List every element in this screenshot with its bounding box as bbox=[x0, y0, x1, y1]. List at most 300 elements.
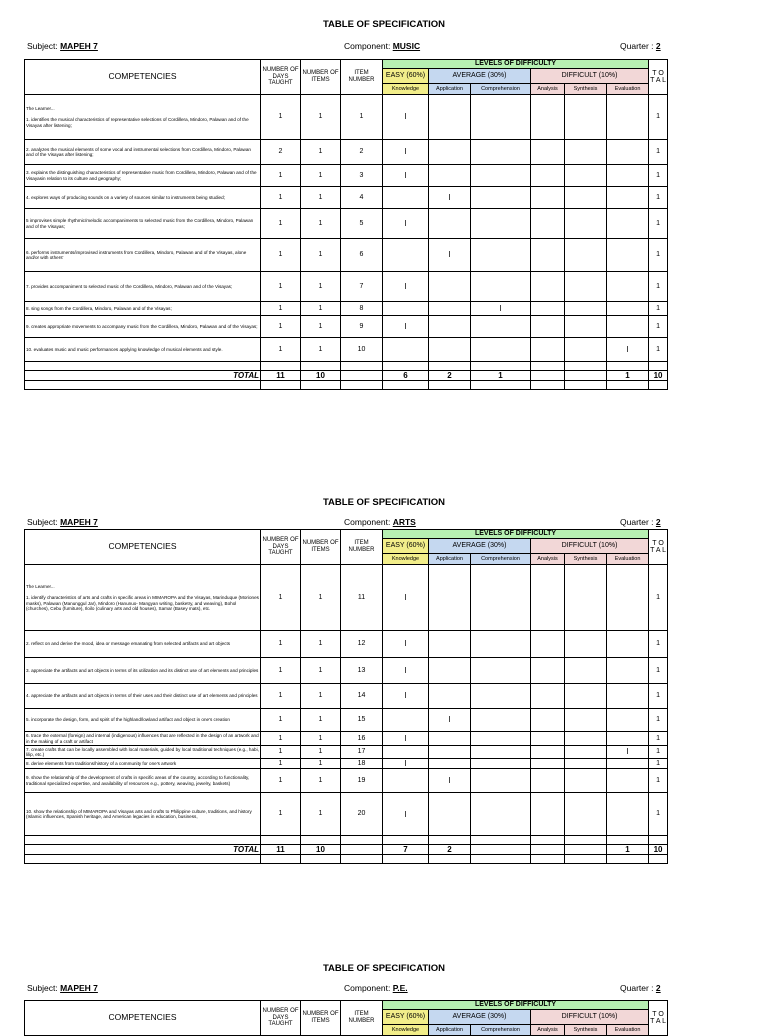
level-mark-cell bbox=[429, 631, 471, 658]
quarter-label: Quarter : bbox=[620, 41, 654, 51]
item-number-cell: 12 bbox=[341, 631, 383, 658]
days-cell: 1 bbox=[261, 239, 301, 272]
days-cell: 1 bbox=[261, 658, 301, 684]
total-app-cell: 2 bbox=[429, 845, 471, 855]
empty-cell bbox=[429, 836, 471, 845]
level-mark-cell bbox=[607, 95, 649, 140]
total-total-cell: 10 bbox=[649, 371, 668, 381]
level-mark-cell bbox=[429, 565, 471, 631]
level-mark-cell bbox=[429, 316, 471, 338]
level-mark-cell bbox=[471, 658, 531, 684]
table-row bbox=[25, 709, 668, 732]
knowledge-header: Knowledge bbox=[383, 554, 429, 565]
days-cell: 1 bbox=[261, 338, 301, 362]
level-mark-cell: I bbox=[383, 732, 429, 746]
level-mark-cell bbox=[565, 565, 607, 631]
items-cell: 1 bbox=[301, 565, 341, 631]
level-mark-cell bbox=[429, 684, 471, 709]
items-cell: 1 bbox=[301, 316, 341, 338]
competency-cell bbox=[25, 316, 261, 338]
days-cell: 1 bbox=[261, 302, 301, 316]
empty-cell bbox=[25, 381, 261, 390]
level-mark-cell bbox=[429, 746, 471, 759]
level-mark-cell: I bbox=[471, 302, 531, 316]
arts-specification-table bbox=[24, 529, 668, 864]
level-mark-cell bbox=[471, 316, 531, 338]
row-total-cell: 1 bbox=[649, 746, 668, 759]
row-total-cell: 1 bbox=[649, 338, 668, 362]
level-mark-cell: I bbox=[383, 658, 429, 684]
row-total-cell: 1 bbox=[649, 759, 668, 769]
level-mark-cell bbox=[607, 140, 649, 165]
days-cell: 1 bbox=[261, 316, 301, 338]
level-mark-cell: I bbox=[383, 209, 429, 239]
comprehension-header: Comprehension bbox=[471, 84, 531, 95]
items-count-header: NUMBER OF ITEMS bbox=[301, 1001, 341, 1036]
competency-text: 4. appreciate the artifacts and art objects in terms of their uses and their distinct use of art elements and principles bbox=[26, 693, 258, 699]
level-mark-cell bbox=[471, 239, 531, 272]
items-cell: 1 bbox=[301, 631, 341, 658]
difficult-group-header: DIFFICULT (10%) bbox=[531, 1010, 649, 1025]
items-cell: 1 bbox=[301, 684, 341, 709]
arts-quarter-line bbox=[620, 517, 661, 527]
level-mark-cell bbox=[531, 631, 565, 658]
competency-text: 9. creates appropriate movements to accompany music from the Cordillera, Mindoro, Palawan and of the Visayas; bbox=[26, 323, 258, 329]
music-specification-table bbox=[24, 59, 668, 390]
application-header: Application bbox=[429, 1025, 471, 1036]
days-cell: 2 bbox=[261, 140, 301, 165]
items-cell: 1 bbox=[301, 187, 341, 209]
level-mark-cell bbox=[531, 746, 565, 759]
days-cell: 1 bbox=[261, 746, 301, 759]
empty-cell bbox=[429, 381, 471, 390]
learner-intro: The Learner... bbox=[26, 106, 55, 112]
competency-cell bbox=[25, 95, 261, 140]
level-mark-cell bbox=[471, 746, 531, 759]
table-row bbox=[25, 187, 668, 209]
item-number-cell: 6 bbox=[341, 239, 383, 272]
subject-label: Subject: bbox=[27, 983, 58, 993]
empty-cell bbox=[383, 836, 429, 845]
level-mark-cell bbox=[471, 631, 531, 658]
item-number-cell: 2 bbox=[341, 140, 383, 165]
level-mark-cell: I bbox=[607, 338, 649, 362]
level-mark-cell bbox=[565, 769, 607, 793]
days-cell: 1 bbox=[261, 565, 301, 631]
days-cell: 1 bbox=[261, 793, 301, 836]
competency-cell bbox=[25, 631, 261, 658]
competency-text: 8. sing songs from the Cordillera, Mindoro, Palawan and of the Visayas; bbox=[26, 305, 172, 311]
level-mark-cell bbox=[531, 732, 565, 746]
table-row bbox=[25, 793, 668, 836]
table-row bbox=[25, 140, 668, 165]
level-mark-cell bbox=[429, 759, 471, 769]
pe-subject-line bbox=[27, 983, 98, 993]
competency-cell bbox=[25, 565, 261, 631]
pe-quarter-line bbox=[620, 983, 661, 993]
competency-cell bbox=[25, 709, 261, 732]
component-label: Component: bbox=[344, 41, 391, 51]
level-mark-cell bbox=[383, 239, 429, 272]
items-cell: 1 bbox=[301, 746, 341, 759]
level-mark-cell: I bbox=[383, 684, 429, 709]
spacer-row bbox=[25, 381, 668, 390]
level-mark-cell bbox=[531, 759, 565, 769]
competency-text: 8. derive elements from traditions/history of a community for one's artwork bbox=[26, 761, 177, 766]
total-k-cell: 6 bbox=[383, 371, 429, 381]
days-cell: 1 bbox=[261, 684, 301, 709]
item-number-cell: 4 bbox=[341, 187, 383, 209]
component-value: P.E. bbox=[392, 983, 408, 993]
item-number-cell: 1 bbox=[341, 95, 383, 140]
row-total-cell: 1 bbox=[649, 140, 668, 165]
level-mark-cell bbox=[471, 793, 531, 836]
table-row bbox=[25, 239, 668, 272]
level-mark-cell bbox=[383, 338, 429, 362]
music-component-line bbox=[344, 41, 420, 51]
level-mark-cell bbox=[383, 302, 429, 316]
level-mark-cell bbox=[383, 709, 429, 732]
arts-component-line bbox=[344, 517, 416, 527]
competency-text: 7. create crafts that can be locally assembled with local materials, guided by local traditional techniques (e.g., habi, lilip, etc.) bbox=[26, 746, 259, 758]
total-column-header: T O T A L bbox=[649, 1001, 668, 1036]
empty-cell bbox=[607, 381, 649, 390]
level-mark-cell: I bbox=[429, 239, 471, 272]
spacer-row bbox=[25, 836, 668, 845]
empty-cell bbox=[341, 362, 383, 371]
row-total-cell: 1 bbox=[649, 165, 668, 187]
empty-cell bbox=[383, 362, 429, 371]
level-mark-cell bbox=[565, 140, 607, 165]
comprehension-header: Comprehension bbox=[471, 554, 531, 565]
level-mark-cell bbox=[565, 746, 607, 759]
empty-cell bbox=[383, 381, 429, 390]
empty-cell bbox=[565, 836, 607, 845]
level-mark-cell bbox=[429, 272, 471, 302]
row-total-cell: 1 bbox=[649, 684, 668, 709]
component-label: Component: bbox=[344, 517, 391, 527]
empty-cell bbox=[341, 381, 383, 390]
competency-cell bbox=[25, 165, 261, 187]
level-mark-cell bbox=[531, 793, 565, 836]
items-cell: 1 bbox=[301, 759, 341, 769]
item-number-cell: 13 bbox=[341, 658, 383, 684]
level-mark-cell bbox=[429, 95, 471, 140]
competencies-header: COMPETENCIES bbox=[25, 1001, 261, 1036]
empty-cell bbox=[649, 855, 668, 864]
table-row bbox=[25, 658, 668, 684]
days-cell: 1 bbox=[261, 769, 301, 793]
total-ev-cell: 1 bbox=[607, 371, 649, 381]
level-mark-cell bbox=[565, 732, 607, 746]
easy-group-header: EASY (60%) bbox=[383, 1010, 429, 1025]
empty-cell bbox=[25, 855, 261, 864]
difficult-group-header: DIFFICULT (10%) bbox=[531, 69, 649, 84]
level-mark-cell bbox=[429, 140, 471, 165]
competency-text: 10. evaluates music and music performances applying knowledge of musical elements and style. bbox=[26, 346, 223, 352]
items-cell: 1 bbox=[301, 272, 341, 302]
competencies-header: COMPETENCIES bbox=[25, 60, 261, 95]
competency-text: 9. show the relationship of the development of crafts in specific areas of the country, according to functionality, traditional specialized expertise, and availability of resources e.g., pottery, weaving, jewelry, baskets) bbox=[26, 775, 250, 786]
comprehension-header: Comprehension bbox=[471, 1025, 531, 1036]
empty-cell bbox=[531, 855, 565, 864]
application-header: Application bbox=[429, 554, 471, 565]
average-group-header: AVERAGE (30%) bbox=[429, 69, 531, 84]
analysis-header: Analysis bbox=[531, 554, 565, 565]
totals-row bbox=[25, 845, 668, 855]
level-mark-cell: I bbox=[383, 759, 429, 769]
competency-text: 1. identifies the musical characteristics of representative selections of Cordillera, Mindoro, Palawan and of the Visayas after listening; bbox=[26, 117, 249, 128]
item-number-cell: 18 bbox=[341, 759, 383, 769]
row-total-cell: 1 bbox=[649, 793, 668, 836]
competency-text: 5. incorporate the design, form, and spirit of the highland/lowland artifact and object in one's creation bbox=[26, 717, 230, 723]
level-mark-cell bbox=[531, 187, 565, 209]
competency-text: 3. appreciate the artifacts and art objects in terms of its utilization and its distinct use of art elements and principles bbox=[26, 667, 259, 673]
level-mark-cell bbox=[565, 316, 607, 338]
item-number-cell: 16 bbox=[341, 732, 383, 746]
row-total-cell: 1 bbox=[649, 658, 668, 684]
competency-text: 6. performs instruments/improvised instruments from Cordillera, Mindoro, Palawan and of the Visayas, alone and/or with others' bbox=[26, 249, 247, 261]
competency-cell bbox=[25, 759, 261, 769]
items-count-header: NUMBER OF ITEMS bbox=[301, 60, 341, 95]
item-number-cell: 10 bbox=[341, 338, 383, 362]
competency-text: 2. analyzes the musical elements of some vocal and instrumental selections from Cordillera, Mindoro, Palawan and of the Visayas after listening; bbox=[26, 146, 251, 158]
component-value: MUSIC bbox=[392, 41, 421, 51]
total-items-cell: 10 bbox=[301, 371, 341, 381]
table-row bbox=[25, 732, 668, 746]
quarter-label: Quarter : bbox=[620, 983, 654, 993]
table-row bbox=[25, 759, 668, 769]
level-mark-cell bbox=[471, 95, 531, 140]
level-mark-cell bbox=[607, 316, 649, 338]
level-mark-cell bbox=[607, 769, 649, 793]
table-row bbox=[25, 272, 668, 302]
items-cell: 1 bbox=[301, 338, 341, 362]
days-taught-header: NUMBER OF DAYS TAUGHT bbox=[261, 1001, 301, 1036]
level-mark-cell: I bbox=[383, 565, 429, 631]
empty-cell bbox=[261, 381, 301, 390]
empty-cell bbox=[301, 381, 341, 390]
level-mark-cell bbox=[429, 658, 471, 684]
level-mark-cell bbox=[471, 709, 531, 732]
days-taught-header: NUMBER OF DAYS TAUGHT bbox=[261, 60, 301, 95]
days-cell: 1 bbox=[261, 187, 301, 209]
level-mark-cell bbox=[607, 684, 649, 709]
level-mark-cell bbox=[429, 793, 471, 836]
competency-cell bbox=[25, 684, 261, 709]
arts-subject-line bbox=[27, 517, 98, 527]
quarter-value: 2 bbox=[655, 983, 661, 993]
level-mark-cell bbox=[471, 732, 531, 746]
level-mark-cell bbox=[471, 140, 531, 165]
empty-cell bbox=[649, 362, 668, 371]
empty-cell bbox=[607, 836, 649, 845]
average-group-header: AVERAGE (30%) bbox=[429, 539, 531, 554]
table-row bbox=[25, 338, 668, 362]
level-mark-cell bbox=[531, 338, 565, 362]
synthesis-header: Synthesis bbox=[565, 1025, 607, 1036]
empty-cell bbox=[301, 362, 341, 371]
level-mark-cell bbox=[607, 209, 649, 239]
levels-of-difficulty-header: LEVELS OF DIFFICULTY bbox=[383, 530, 649, 539]
row-total-cell: 1 bbox=[649, 732, 668, 746]
items-cell: 1 bbox=[301, 769, 341, 793]
level-mark-cell bbox=[565, 302, 607, 316]
items-cell: 1 bbox=[301, 140, 341, 165]
level-mark-cell bbox=[429, 732, 471, 746]
empty-cell bbox=[531, 381, 565, 390]
total-syn-cell bbox=[565, 845, 607, 855]
level-mark-cell bbox=[471, 209, 531, 239]
empty-cell bbox=[649, 381, 668, 390]
level-mark-cell bbox=[565, 165, 607, 187]
evaluation-header: Evaluation bbox=[607, 1025, 649, 1036]
days-cell: 1 bbox=[261, 209, 301, 239]
subject-label: Subject: bbox=[27, 41, 58, 51]
table-row bbox=[25, 684, 668, 709]
total-ev-cell: 1 bbox=[607, 845, 649, 855]
item-number-cell: 17 bbox=[341, 746, 383, 759]
level-mark-cell bbox=[531, 140, 565, 165]
level-mark-cell bbox=[607, 658, 649, 684]
total-comp-cell bbox=[471, 845, 531, 855]
analysis-header: Analysis bbox=[531, 84, 565, 95]
empty-cell bbox=[471, 381, 531, 390]
items-cell: 1 bbox=[301, 239, 341, 272]
knowledge-header: Knowledge bbox=[383, 1025, 429, 1036]
competency-cell bbox=[25, 793, 261, 836]
component-label: Component: bbox=[344, 983, 391, 993]
level-mark-cell bbox=[607, 732, 649, 746]
level-mark-cell bbox=[565, 95, 607, 140]
competency-text: 4. explores ways of producing sounds on a variety of sources similar to instruments being studied; bbox=[26, 194, 225, 200]
empty-cell bbox=[607, 855, 649, 864]
level-mark-cell bbox=[607, 709, 649, 732]
total-column-header: T O T A L bbox=[649, 530, 668, 565]
table-row bbox=[25, 565, 668, 631]
spacer-row bbox=[25, 362, 668, 371]
pe-specification-table bbox=[24, 1000, 668, 1036]
total-items-cell: 10 bbox=[301, 845, 341, 855]
competency-text: 2. reflect on and derive the mood, idea or message emanating from selected artifacts and art objects bbox=[26, 641, 231, 647]
table-row bbox=[25, 302, 668, 316]
competency-cell bbox=[25, 732, 261, 746]
empty-cell bbox=[261, 855, 301, 864]
knowledge-header: Knowledge bbox=[383, 84, 429, 95]
level-mark-cell bbox=[565, 239, 607, 272]
evaluation-header: Evaluation bbox=[607, 84, 649, 95]
level-mark-cell bbox=[565, 631, 607, 658]
table-row bbox=[25, 769, 668, 793]
level-mark-cell bbox=[383, 769, 429, 793]
quarter-value: 2 bbox=[655, 517, 661, 527]
quarter-value: 2 bbox=[655, 41, 661, 51]
level-mark-cell bbox=[565, 759, 607, 769]
levels-of-difficulty-header: LEVELS OF DIFFICULTY bbox=[383, 60, 649, 69]
average-group-header: AVERAGE (30%) bbox=[429, 1010, 531, 1025]
level-mark-cell bbox=[531, 769, 565, 793]
total-days-cell: 11 bbox=[261, 845, 301, 855]
row-total-cell: 1 bbox=[649, 302, 668, 316]
synthesis-header: Synthesis bbox=[565, 84, 607, 95]
row-total-cell: 1 bbox=[649, 769, 668, 793]
level-mark-cell bbox=[565, 684, 607, 709]
level-mark-cell bbox=[471, 338, 531, 362]
difficult-group-header: DIFFICULT (10%) bbox=[531, 539, 649, 554]
empty-cell bbox=[471, 362, 531, 371]
days-taught-header: NUMBER OF DAYS TAUGHT bbox=[261, 530, 301, 565]
item-number-cell: 8 bbox=[341, 302, 383, 316]
level-mark-cell bbox=[607, 631, 649, 658]
level-mark-cell bbox=[531, 684, 565, 709]
level-mark-cell bbox=[565, 209, 607, 239]
level-mark-cell bbox=[607, 165, 649, 187]
level-mark-cell bbox=[565, 272, 607, 302]
level-mark-cell: I bbox=[429, 769, 471, 793]
days-cell: 1 bbox=[261, 631, 301, 658]
level-mark-cell bbox=[531, 658, 565, 684]
days-cell: 1 bbox=[261, 732, 301, 746]
level-mark-cell bbox=[607, 759, 649, 769]
level-mark-cell bbox=[607, 565, 649, 631]
level-mark-cell: I bbox=[383, 140, 429, 165]
item-number-cell: 11 bbox=[341, 565, 383, 631]
level-mark-cell bbox=[531, 316, 565, 338]
days-cell: 1 bbox=[261, 95, 301, 140]
table-row bbox=[25, 316, 668, 338]
level-mark-cell bbox=[531, 709, 565, 732]
competency-text: 3. explains the distinguishing characteristics of representative music from Cordillera, Mindoro, Palawan and of the Visayasin relation to its culture and geography; bbox=[26, 170, 257, 181]
competency-text: 6. trace the external (foreign) and internal (indigenous) influences that are reflected in the design of an artwork and in the making of a craft or artifact bbox=[26, 733, 259, 744]
level-mark-cell bbox=[531, 302, 565, 316]
competency-cell bbox=[25, 140, 261, 165]
empty-cell bbox=[429, 362, 471, 371]
level-mark-cell bbox=[565, 709, 607, 732]
row-total-cell: 1 bbox=[649, 631, 668, 658]
competency-cell bbox=[25, 769, 261, 793]
item-number-cell: 3 bbox=[341, 165, 383, 187]
level-mark-cell: I bbox=[383, 316, 429, 338]
empty-cell bbox=[25, 836, 261, 845]
level-mark-cell bbox=[565, 187, 607, 209]
level-mark-cell bbox=[531, 95, 565, 140]
item-number-cell: 20 bbox=[341, 793, 383, 836]
level-mark-cell bbox=[531, 165, 565, 187]
row-total-cell: 1 bbox=[649, 316, 668, 338]
component-value: ARTS bbox=[392, 517, 416, 527]
total-column-header: T O T A L bbox=[649, 60, 668, 95]
items-cell: 1 bbox=[301, 209, 341, 239]
total-an-cell bbox=[531, 845, 565, 855]
total-num-cell bbox=[341, 845, 383, 855]
competency-cell bbox=[25, 239, 261, 272]
competency-text: 5 improvises simple rhythmic/melodic accompaniments to selected music from the Cordillera, Mindoro, Palawan and of the Visayas; bbox=[26, 218, 254, 229]
empty-cell bbox=[565, 855, 607, 864]
level-mark-cell bbox=[607, 272, 649, 302]
level-mark-cell bbox=[531, 565, 565, 631]
row-total-cell: 1 bbox=[649, 209, 668, 239]
table-row bbox=[25, 746, 668, 759]
levels-of-difficulty-header: LEVELS OF DIFFICULTY bbox=[383, 1001, 649, 1010]
music-doc-title: TABLE OF SPECIFICATION bbox=[322, 19, 446, 30]
level-mark-cell bbox=[471, 165, 531, 187]
level-mark-cell bbox=[531, 239, 565, 272]
empty-cell bbox=[341, 836, 383, 845]
item-number-header: ITEM NUMBER bbox=[341, 60, 383, 95]
empty-cell bbox=[383, 855, 429, 864]
empty-cell bbox=[531, 362, 565, 371]
empty-cell bbox=[301, 855, 341, 864]
